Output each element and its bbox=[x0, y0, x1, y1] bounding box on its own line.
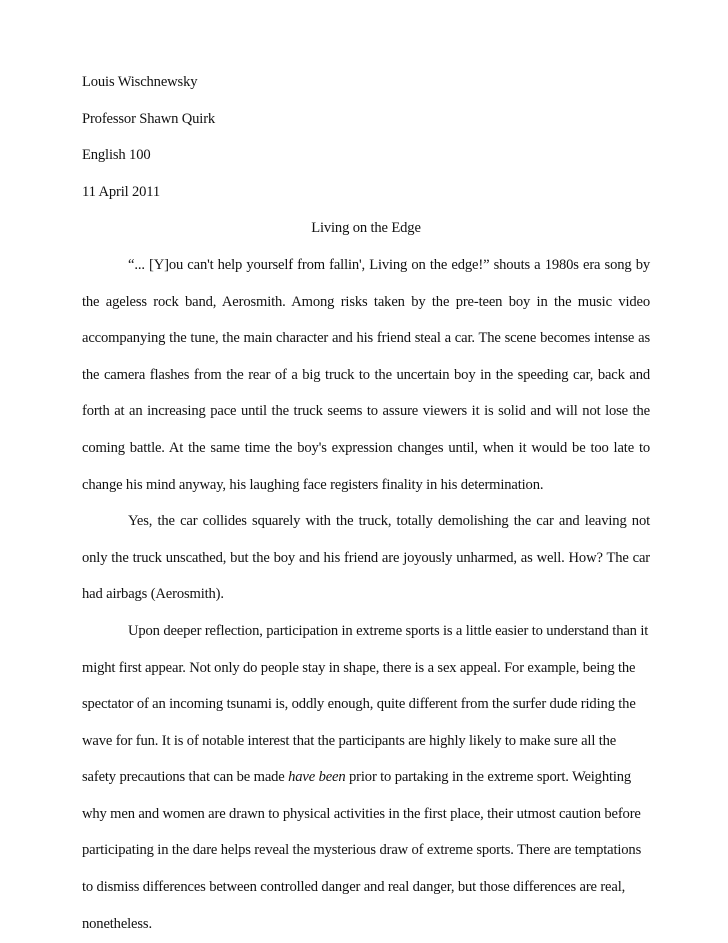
paragraph-3-after: prior to partaking in the extreme sport. Weighting why men and women are drawn to physical activities in the first place, their utmost caution before participating in the dare helps reveal the mysterious draw of extreme sports. There are temptations to dismiss differences between controlled danger and real danger, but those differences are real, nonetheless. bbox=[82, 769, 642, 932]
course-name: English 100 bbox=[82, 147, 151, 164]
document-body bbox=[82, 64, 650, 942]
essay-title: Living on the Edge bbox=[311, 220, 421, 237]
paragraph-3-emphasis: have been bbox=[288, 769, 346, 786]
professor-name: Professor Shawn Quirk bbox=[82, 110, 216, 127]
paragraph-2: Yes, the car collides squarely with the truck, totally demolishing the car and leaving not only the truck unscathed, but the boy and his friend are joyously unharmed, as well. How? The car had airbags (Aerosmith). bbox=[82, 513, 650, 603]
paragraph-1: “... [Y]ou can't help yourself from fallin', Living on the edge!” shouts a 1980s era song by the ageless rock band, Aerosmith. Among risks taken by the pre-teen boy in the music video accompanying the tune, the main character and his friend steal a car. The scene becomes intense as the camera flashes from the rear of a big truck to the uncertain boy in the speeding car, back and forth at an increasing pace until the truck seems to assure viewers it is solid and will not lose the coming battle. At the same time the boy's expression changes until, when it would be too late to change his mind anyway, his laughing face registers finality in his determination. bbox=[82, 256, 650, 493]
author-name: Louis Wischnewsky bbox=[82, 74, 198, 90]
essay-date: 11 April 2011 bbox=[82, 183, 161, 200]
paragraph-3 bbox=[82, 613, 650, 942]
paragraph-3-before: Upon deeper reflection, participation in extreme sports is a little easier to understand than it might first appear. Not only do people stay in shape, there is a sex appeal. For example, being the spectator of an incoming tsunami is, oddly enough, quite different from the surfer dude riding the wave for fun. It is of notable interest that the participants are highly likely to make sure all the safety precautions that can be made bbox=[82, 622, 649, 786]
